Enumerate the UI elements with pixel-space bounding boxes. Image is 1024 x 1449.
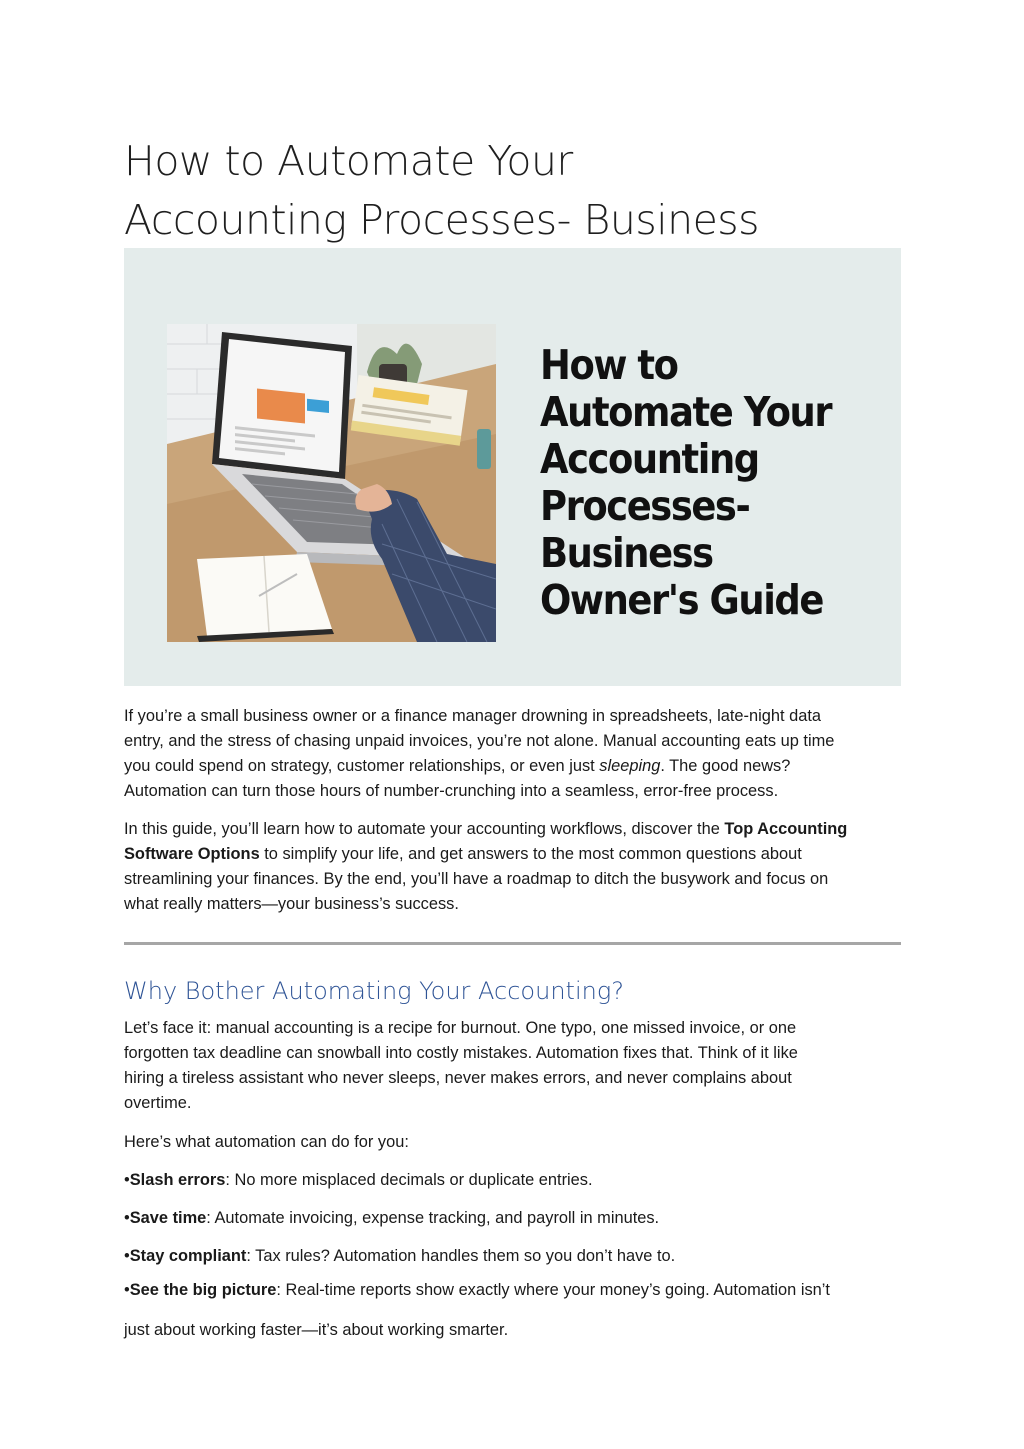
bullet-term: Stay compliant — [129, 1247, 247, 1265]
hero-heading-line: Automate Your — [540, 388, 832, 436]
bold-text: Software Options — [124, 845, 260, 863]
bullet-icon: • — [124, 1281, 130, 1299]
text-line — [124, 842, 904, 867]
closing-sentence — [124, 1318, 904, 1343]
section-paragraph — [124, 1016, 904, 1116]
text-line: entry, and the stress of chasing unpaid invoices, you’re not alone. Manual accounting eats up time — [124, 732, 835, 750]
bullet-term: Save time — [129, 1209, 207, 1227]
bullet-text: : Real-time reports show exactly where your money’s going. Automation isn’t — [276, 1281, 830, 1299]
hero-heading-line: Processes- — [540, 482, 750, 530]
page-title-line-1: How to Automate Your — [124, 137, 573, 185]
list-item — [124, 1207, 914, 1229]
intro-paragraph-2 — [124, 817, 904, 917]
hero-heading-line: Business — [540, 529, 713, 577]
text-line — [124, 817, 904, 842]
hero-heading-line: Owner's Guide — [540, 576, 823, 624]
text-line: just about working faster—it’s about working smarter. — [124, 1321, 509, 1339]
text-run: In this guide, you’ll learn how to automate your accounting workflows, discover the — [124, 820, 725, 838]
bullet-text: : No more misplaced decimals or duplicate entries. — [225, 1171, 593, 1189]
bullet-text: : Tax rules? Automation handles them so you don’t have to. — [246, 1247, 676, 1265]
text-line: what really matters—your business’s success. — [124, 895, 459, 913]
bullet-icon: • — [124, 1171, 130, 1189]
bullet-term: See the big picture — [129, 1281, 277, 1299]
hero-banner-image — [124, 248, 901, 686]
text-line: Here’s what automation can do for you: — [124, 1133, 409, 1151]
page-title — [124, 132, 904, 250]
list-item — [124, 1169, 914, 1191]
section-heading: Why Bother Automating Your Accounting? — [124, 977, 624, 1005]
list-item — [124, 1279, 914, 1301]
text-line: forgotten tax deadline can snowball into costly mistakes. Automation fixes that. Think of it like — [124, 1044, 798, 1062]
text-line: streamlining your finances. By the end, you’ll have a roadmap to ditch the busywork and focus on — [124, 870, 829, 888]
bullet-text: : Automate invoicing, expense tracking, and payroll in minutes. — [206, 1209, 660, 1227]
intro-paragraph-1 — [124, 704, 904, 804]
text-line: overtime. — [124, 1094, 192, 1112]
horizontal-divider — [124, 942, 901, 945]
text-line: Let’s face it: manual accounting is a recipe for burnout. One typo, one missed invoice, or one — [124, 1019, 797, 1037]
list-item — [124, 1245, 914, 1267]
text-run: to simplify your life, and get answers to the most common questions about — [259, 845, 802, 863]
lead-sentence — [124, 1130, 904, 1155]
text-line — [124, 754, 904, 779]
bullet-icon: • — [124, 1247, 130, 1265]
hero-heading-line: How to — [540, 341, 678, 389]
text-line: Automation can turn those hours of number-crunching into a seamless, error-free process. — [124, 782, 779, 800]
hero-heading-line: Accounting — [540, 435, 759, 483]
bullet-icon: • — [124, 1209, 130, 1227]
text-line: hiring a tireless assistant who never sleeps, never makes errors, and never complains about — [124, 1069, 792, 1087]
laptop-desk-photo — [167, 324, 496, 642]
emphasis-text: sleeping — [599, 757, 661, 775]
bullet-term: Slash errors — [129, 1171, 226, 1189]
text-run: you could spend on strategy, customer relationships, or even just — [124, 757, 600, 775]
page-title-line-2: Accounting Processes- Business — [124, 196, 760, 244]
text-run: . The good news? — [660, 757, 791, 775]
bold-text: Top Accounting — [724, 820, 848, 838]
text-line: If you’re a small business owner or a finance manager drowning in spreadsheets, late-night data — [124, 707, 821, 725]
hero-heading — [540, 342, 831, 624]
hero-photo — [167, 324, 496, 642]
